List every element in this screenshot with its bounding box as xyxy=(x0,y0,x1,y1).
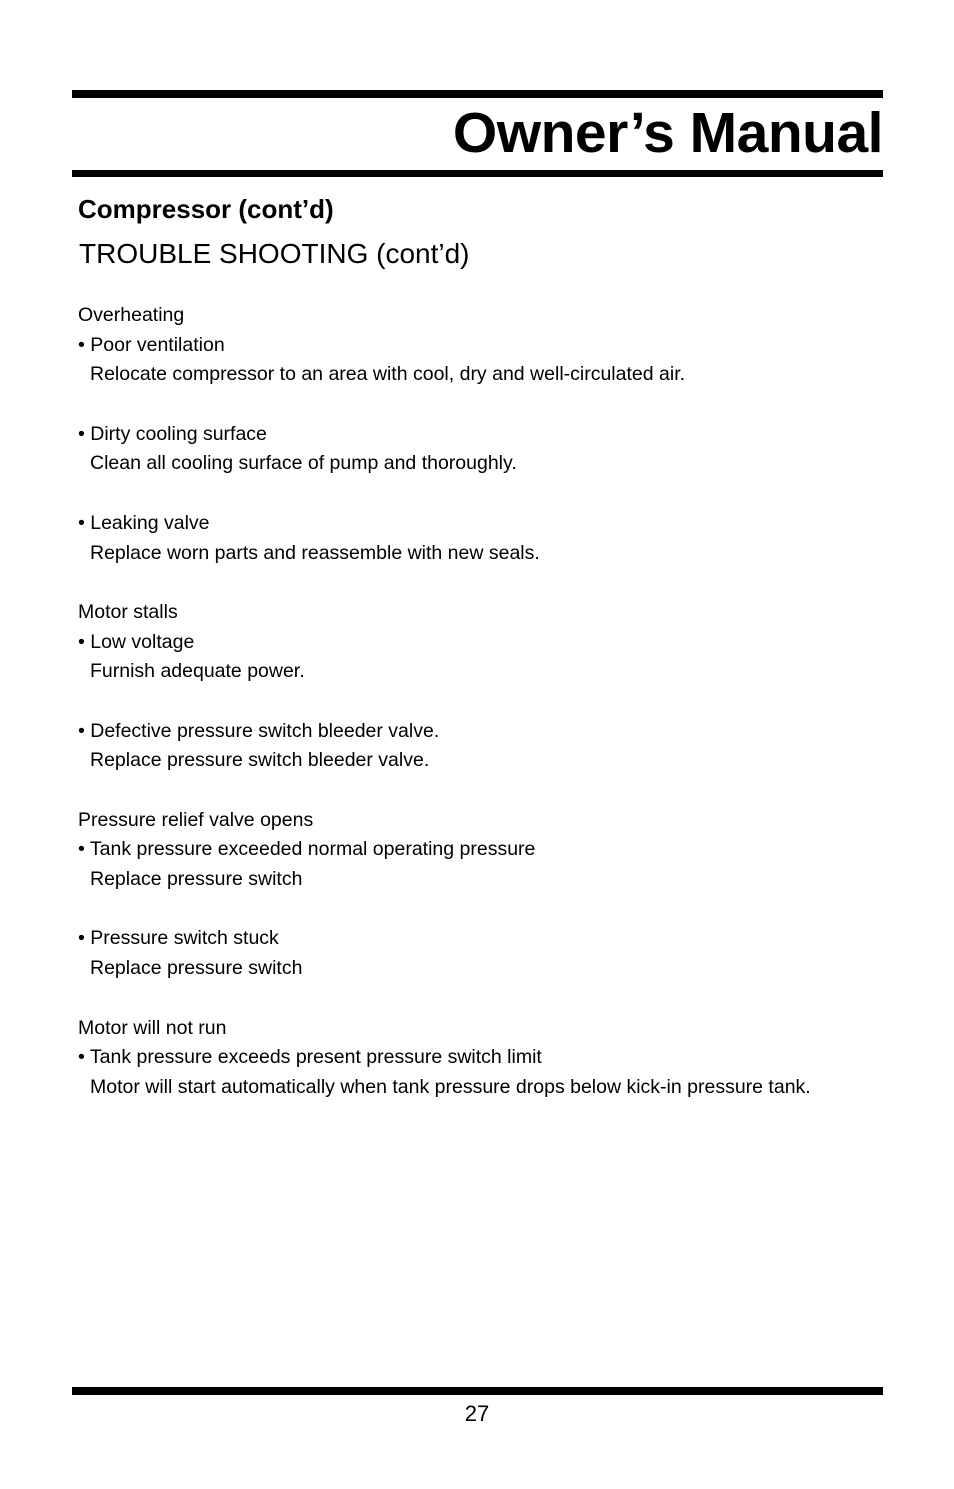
remedy-text: Replace pressure switch bleeder valve. xyxy=(90,749,430,772)
spacer xyxy=(78,984,898,1014)
header-bottom-rule xyxy=(72,170,883,177)
spacer xyxy=(78,687,898,717)
remedy-text: Replace worn parts and reassemble with new seals. xyxy=(90,541,540,564)
remedy-text: Replace pressure switch xyxy=(90,868,303,891)
problem-heading: Motor will not run xyxy=(78,1016,227,1039)
problem-heading: Pressure relief valve opens xyxy=(78,808,314,831)
cause-item: • Leaking valve xyxy=(78,511,210,534)
cause-item: • Defective pressure switch bleeder valve. xyxy=(78,719,440,742)
subsection-title: TROUBLE SHOOTING (cont’d) xyxy=(79,238,470,269)
manual-title: Owner’s Manual xyxy=(452,101,883,165)
remedy-text: Relocate compressor to an area with cool, dry and well-circulated air. xyxy=(90,363,686,386)
spacer xyxy=(78,568,898,598)
spacer xyxy=(78,479,898,509)
remedy-text: Furnish adequate power. xyxy=(90,660,305,683)
spacer xyxy=(78,390,898,420)
cause-item: • Pressure switch stuck xyxy=(78,927,279,950)
spacer xyxy=(78,776,898,806)
problem-heading: Motor stalls xyxy=(78,600,178,623)
remedy-text: Replace pressure switch xyxy=(90,957,303,980)
cause-item: • Poor ventilation xyxy=(78,333,225,356)
cause-item: • Dirty cooling surface xyxy=(78,422,267,445)
section-title: Compressor (cont’d) xyxy=(78,194,334,224)
cause-item: • Tank pressure exceeds present pressure switch limit xyxy=(78,1046,542,1069)
page-number: 27 xyxy=(464,1401,490,1426)
cause-item: • Low voltage xyxy=(78,630,195,653)
cause-item: • Tank pressure exceeded normal operating pressure xyxy=(78,838,536,861)
spacer xyxy=(78,895,898,925)
problem-heading: Overheating xyxy=(78,304,185,326)
remedy-text: Motor will start automatically when tank pressure drops below kick-in pressure tank. xyxy=(90,1075,811,1098)
footer-rule xyxy=(72,1387,883,1395)
troubleshooting-list xyxy=(78,301,898,1103)
remedy-text: Clean all cooling surface of pump and thoroughly. xyxy=(90,452,517,475)
